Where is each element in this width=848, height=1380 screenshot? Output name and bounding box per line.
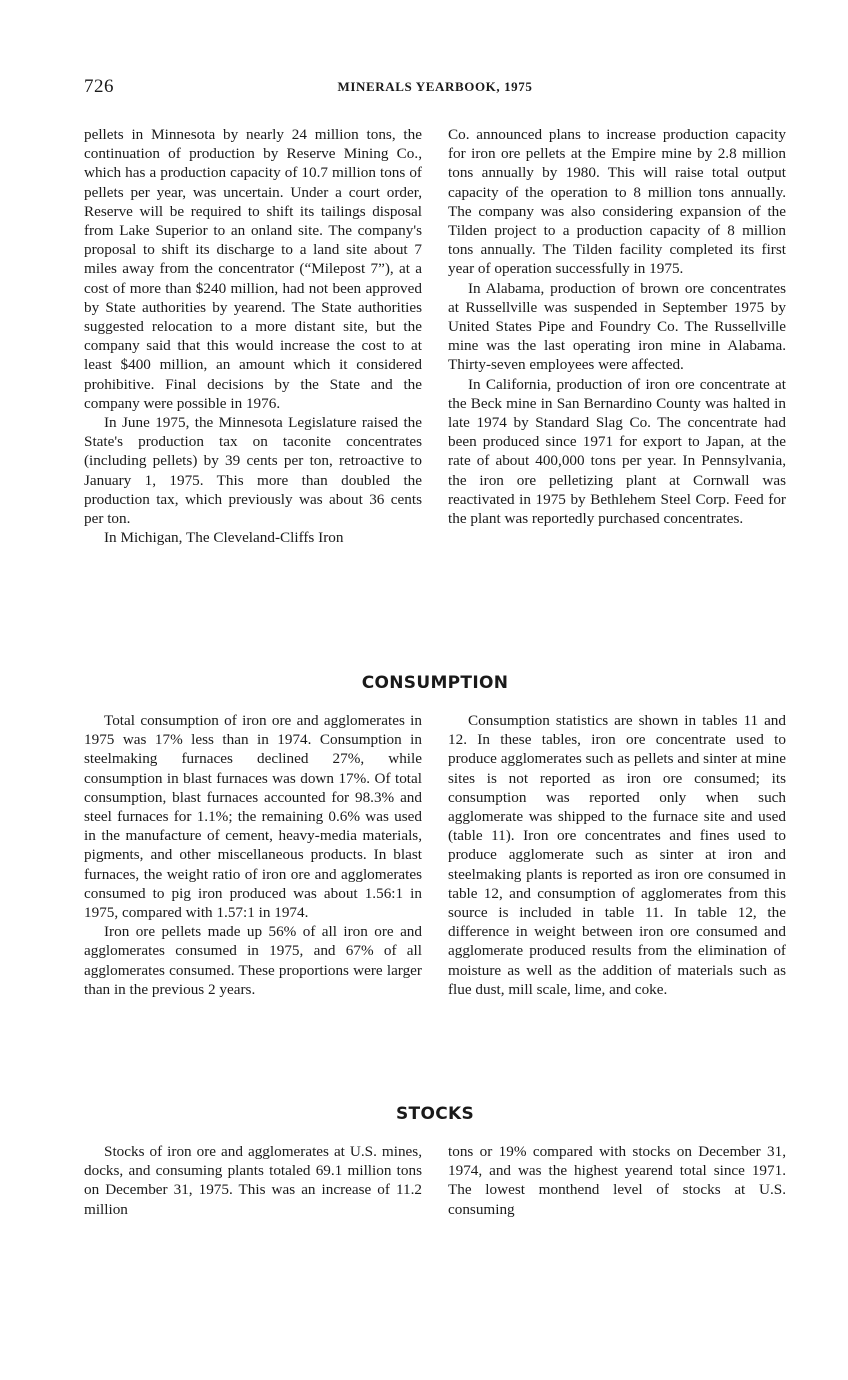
consumption-section: [84, 711, 786, 1081]
stocks-heading: STOCKS: [396, 1104, 474, 1124]
top-right-column: [448, 125, 786, 528]
running-title: MINERALS YEARBOOK, 1975: [337, 79, 533, 94]
paragraph: In Michigan, The Cleveland-Cliffs Iron: [104, 529, 344, 547]
paragraph: Total consumption of iron ore and agglomerates in 1975 was 17% less than in 1974. Consumption in steelmaking furnaces declined 27%, while consumption in blast furnaces was down 17%. Of total consumption, blast furnaces accounted for 98.3% and steel furnaces for 1.1%; the remaining 0.6% was used in the manufacture of cement, heavy-media materials, pigments, and other miscellaneous products. In blast furnaces, the weight ratio of iron ore and agglomerates consumed to pig iron produced was about 1.56:1 in 1975, compared with 1.57:1 in 1974.: [84, 712, 422, 922]
paragraph: Stocks of iron ore and agglomerates at U.S. mines, docks, and consuming plants totaled 69.1 million tons on December 31, 1975. This was an increase of 11.2 million: [84, 1143, 422, 1218]
paragraph: In June 1975, the Minnesota Legislature raised the State's production tax on taconite concentrates (including pellets) by 39 cents per ton, retroactive to January 1, 1975. This more than doubled the production tax, which previously was about 36 cents per ton.: [84, 414, 422, 528]
page-number: 726: [84, 76, 114, 97]
stocks-left-column: [84, 1142, 422, 1219]
top-left-column: [84, 125, 422, 547]
consumption-right-column: [448, 711, 786, 999]
top-section: [84, 125, 786, 645]
paragraph: Iron ore pellets made up 56% of all iron ore and agglomerates consumed in 1975, and 67% of all agglomerates consumed. These proportions were larger than in the previous 2 years.: [84, 923, 422, 998]
stocks-section: [84, 1142, 786, 1232]
paragraph: tons or 19% compared with stocks on December 31, 1974, and was the highest yearend total since 1971. The lowest monthend level of stocks at U.S. consuming: [448, 1143, 786, 1218]
stocks-right-column: [448, 1142, 786, 1219]
paragraph: Consumption statistics are shown in tables 11 and 12. In these tables, iron ore concentrate used to produce agglomerates such as pellets and sinter at mine sites is not reported as iron ore consumed; its consumption was reported only when such agglomerate was shipped to the furnace site and used (table 11). Iron ore concentrates and fines used to produce agglomerate such as sinter at iron and steelmaking plants is reported as iron ore consumed in table 12, and consumption of agglomerates from this source is included in table 11. In table 12, the difference in weight between iron ore consumed and agglomerate produced results from the elimination of moisture as well as the addition of materials such as flue dust, mill scale, lime, and coke.: [448, 712, 786, 998]
running-head: [84, 76, 786, 98]
paragraph: In California, production of iron ore concentrate at the Beck mine in San Bernardino County was halted in late 1974 by Standard Slag Co. The concentrate had been produced since 1971 for export to Japan, at the rate of about 400,000 tons per year. In Pennsylvania, the iron ore pelletizing plant at Cornwall was reactivated in 1975 by Bethlehem Steel Corp. Feed for the plant was reportedly purchased concentrates.: [448, 375, 786, 528]
paragraph: pellets in Minnesota by nearly 24 million tons, the continuation of production by Reserve Mining Co., which has a production capacity of 10.7 million tons of pellets per year, was uncertain. Under a court order, Reserve will be required to shift its tailings disposal from Lake Superior to an onland site. The company's proposal to shift its discharge to a land site about 7 miles away from the concentrator (“Milepost 7”), at a cost of more than $240 million, had not been approved by State authorities by yearend. The State authorities suggested relocation to a more distant site, but the company said that this would increase the cost to at least $400 million, an amount which it considered prohibitive. Final decisions by the State and the company were possible in 1976.: [84, 126, 422, 412]
paragraph: Co. announced plans to increase production capacity for iron ore pellets at the Empire mine by 2.8 million tons annually by 1980. This will raise total output capacity of the operation to 8 million tons annually. The company was also considering expansion of the Tilden project to a production capacity of 8 million tons annually. The Tilden facility completed its first year of operation successfully in 1975.: [448, 126, 786, 278]
paragraph: In Alabama, production of brown ore concentrates at Russellville was suspended in September 1975 by United States Pipe and Foundry Co. The Russellville mine was the last operating iron mine in Alabama. Thirty-seven employees were affected.: [448, 279, 786, 374]
consumption-heading: CONSUMPTION: [361, 673, 509, 693]
consumption-left-column: [84, 711, 422, 999]
